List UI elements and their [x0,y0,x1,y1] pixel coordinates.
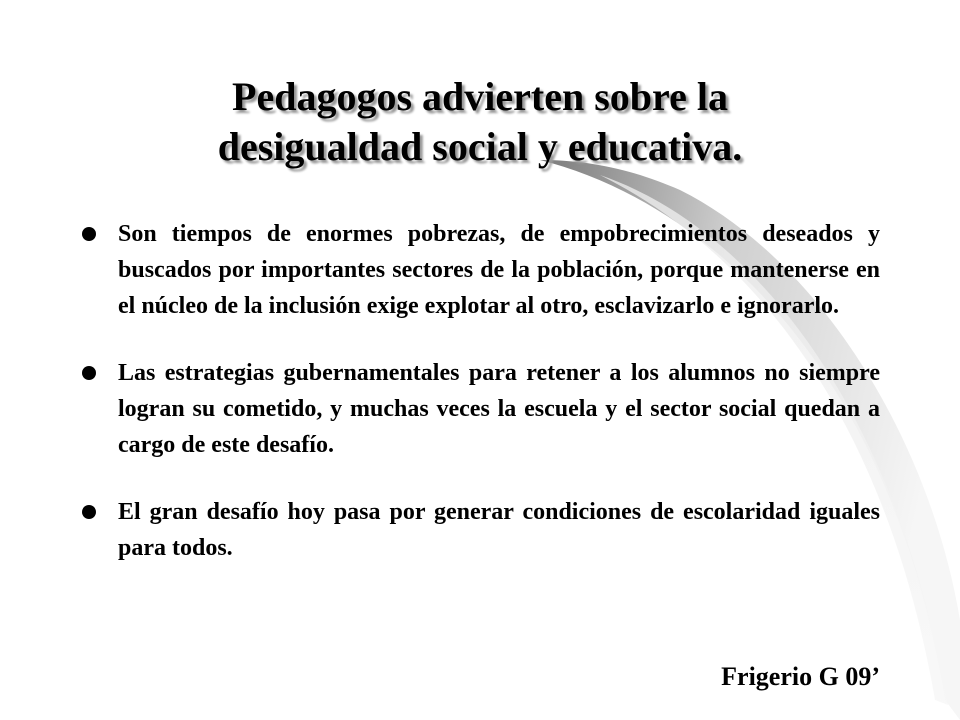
title-line-1: Pedagogos advierten sobre la [232,74,728,119]
bullet-text: El gran desafío hoy pasa por generar condiciones de escolaridad iguales para todos. [118,499,880,561]
bullet-list [80,216,880,597]
title-line-2: desigualdad social y educativa. [217,124,743,169]
bullet-item [80,216,880,324]
bullet-text: Son tiempos de enormes pobrezas, de empobrecimientos deseados y buscados por importantes sectores de la población, porque mantenerse en el núcleo de la inclusión exige explotar al otro, esclavizarlo e ignorarlo. [118,221,880,319]
bullet-dot-icon [82,366,96,380]
slide-title [120,72,840,172]
bullet-dot-icon [82,227,96,241]
author-credit: Frigerio G 09’ [721,662,880,691]
bullet-item [80,494,880,566]
bullet-dot-icon [82,505,96,519]
bullet-item [80,355,880,463]
bullet-text: Las estrategias gubernamentales para retener a los alumnos no siempre logran su cometido, y muchas veces la escuela y el sector social quedan a cargo de este desafío. [118,360,880,458]
